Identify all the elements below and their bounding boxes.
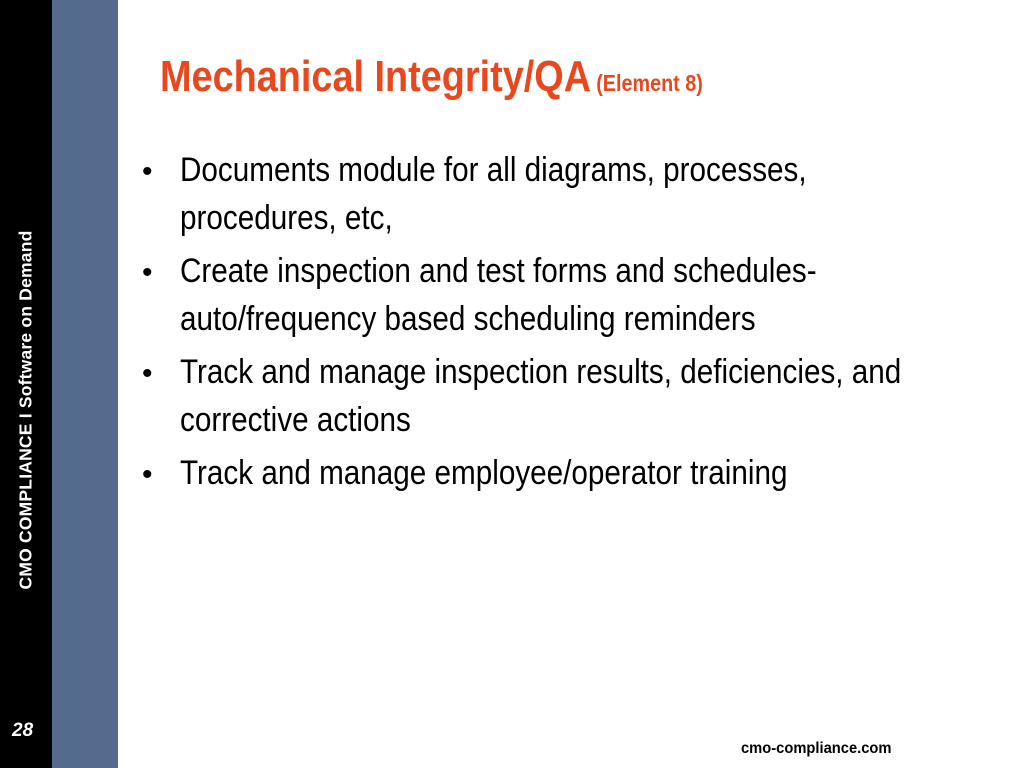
sidebar-blue-strip bbox=[52, 0, 118, 768]
bullet-text: Documents module for all diagrams, processes, procedures, etc, bbox=[180, 151, 807, 237]
page-number: 28 bbox=[12, 720, 34, 741]
sidebar-vertical-label: CMO COMPLIANCE I Software on Demand bbox=[15, 230, 36, 590]
title-sub: (Element 8) bbox=[596, 70, 703, 96]
bullet-item bbox=[138, 247, 938, 343]
bullet-dot-icon: • bbox=[142, 155, 153, 188]
bullet-item bbox=[138, 146, 938, 242]
bullet-text: Create inspection and test forms and schedules- auto/frequency based scheduling reminders bbox=[180, 252, 817, 338]
bullet-dot-icon: • bbox=[142, 256, 153, 289]
footer-url: cmo-compliance.com bbox=[741, 740, 892, 757]
bullet-list bbox=[138, 146, 938, 502]
sidebar-black-strip bbox=[0, 0, 52, 768]
slide-title bbox=[160, 52, 703, 102]
bullet-item bbox=[138, 348, 938, 444]
bullet-dot-icon: • bbox=[142, 357, 153, 390]
title-main: Mechanical Integrity/QA bbox=[160, 52, 592, 101]
bullet-item bbox=[138, 449, 938, 497]
bullet-dot-icon: • bbox=[142, 458, 153, 491]
bullet-text: Track and manage inspection results, deficiencies, and corrective actions bbox=[180, 353, 902, 439]
bullet-text: Track and manage employee/operator training bbox=[180, 454, 788, 492]
